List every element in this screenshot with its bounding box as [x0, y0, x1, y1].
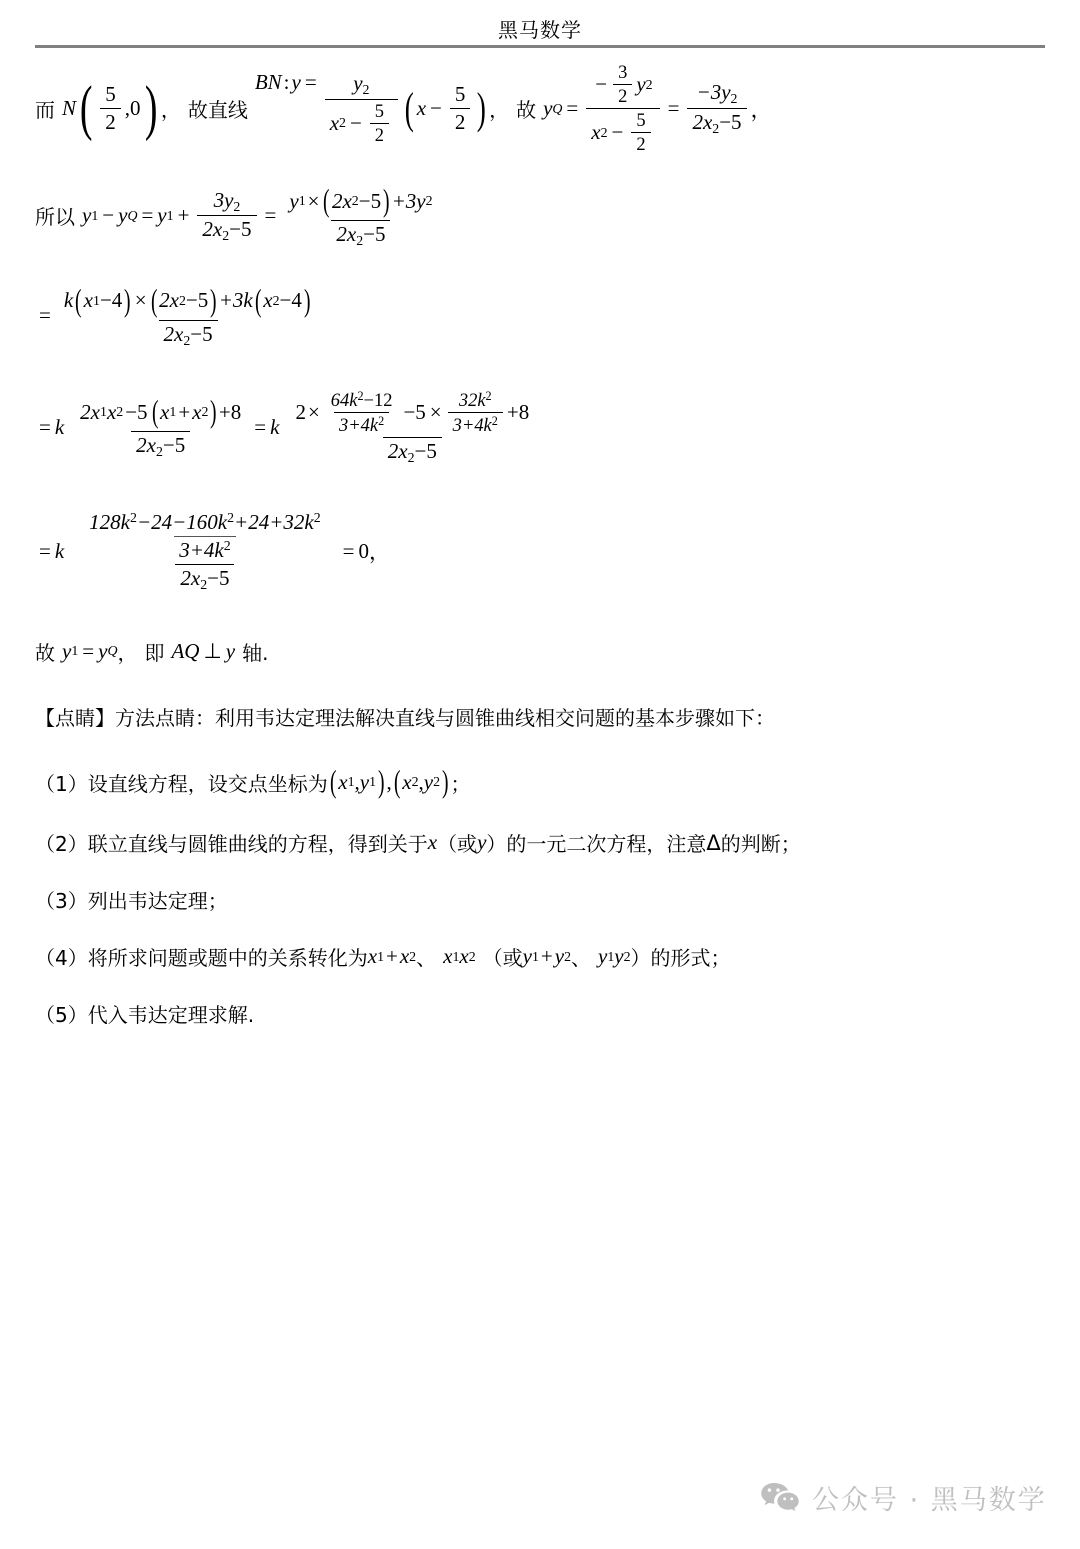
math-line-4: = k 2x 1 x 2 −5 ( x 1 + x 2 ) +8 $2x_2-5$ = k 2 × $\frac{64k^2-12}{3+4k^2}$ −5 × $\frac{32k^2}{3+4k^2}$ +8 $2x_2-5$ — [35, 389, 1050, 466]
note-step-3: （3） 列出韦达定理； — [35, 889, 228, 914]
paren-left: ( — [329, 764, 337, 800]
slope-numerator: $y_2$ — [353, 71, 370, 97]
line1-five-halves: $\frac{5}{2}$ — [450, 82, 471, 135]
line2-fraction-2: y 1 × ( 2x 2 −5 ) +3y 2 $2x_2-5$ — [289, 183, 433, 248]
math-line-5: = k $\frac{128k^2-24-160k^2+24+32k^2}{3+4k^2}$ $2x_2-5$ = 0 ， — [39, 509, 390, 592]
paren-left: ( — [404, 84, 414, 133]
line1-x-minus-group: ( x − $\frac{5}{2}$ ) — [404, 82, 487, 134]
point-n-y: 0 — [130, 96, 141, 120]
line1-lhs-y: y — [291, 70, 301, 94]
line1-lead: 而 — [35, 98, 55, 122]
line1-slope-fraction — [325, 71, 398, 146]
math-line-6: 故 y 1 = y Q ， 即 AQ ⊥ y 轴. — [35, 638, 269, 665]
line1-trail: ， — [750, 97, 772, 122]
paren-right: ) — [144, 74, 157, 142]
line5-outer-fraction: $\frac{128k^2-24-160k^2+24+32k^2}{3+4k^2}$ $2x_2-5$ — [75, 510, 334, 593]
note-bracket: 【点睛】 — [35, 705, 115, 730]
paren-left: ( — [75, 282, 82, 318]
point-n-x: $\frac{5}{2}$ — [100, 82, 121, 135]
paren-right: ) — [124, 282, 131, 318]
line4-fraction-1: 2x 1 x 2 −5 ( x 1 + x 2 ) +8 $2x_2-5$ — [80, 394, 242, 460]
paren-left: ( — [393, 764, 401, 800]
paren-left: ( — [323, 183, 330, 218]
line1-comma: ， — [160, 98, 181, 122]
line1-then: 故 — [516, 98, 537, 122]
delta-symbol: Δ — [706, 830, 721, 855]
line4-fraction-2: 2 × $\frac{64k^2-12}{3+4k^2}$ −5 × $\frac{32k^2}{3+4k^2}$ +8 $2x_2-5$ — [295, 388, 530, 465]
header-divider — [35, 45, 1045, 48]
line1-colon: : — [283, 70, 290, 94]
paren-right: ) — [442, 764, 449, 800]
note-step-5: （5） 代入韦达定理求解. — [35, 1003, 255, 1028]
yq-result-den: $2x_2-5$ — [687, 108, 746, 137]
line1-eq-2: = — [566, 96, 579, 120]
paren-right: ) — [210, 282, 217, 318]
math-line-2: 所以 y 1 − y Q = y 1 + $\frac{3y_2}{2x_2-5}$ = y 1 × ( 2x 2 −5 ) +3y 2 $2x_2-5$ — [35, 183, 1050, 249]
line5-inner-fraction: $\frac{128k^2-24-160k^2+24+32k^2}{3+4k^2}$ — [89, 509, 321, 562]
line1-eq-3: = — [667, 96, 680, 120]
paren-right: ) — [378, 764, 385, 800]
footer-label: 公众号 · 黑马数学 — [812, 1485, 1047, 1516]
step1-point-1: ( x 1 , y 1 ) — [329, 764, 385, 800]
paren-right: ) — [303, 282, 311, 318]
coord-separator: , — [124, 96, 131, 120]
note-step-1: （1） 设直线方程，设交点坐标为 ( x 1 , y 1 ) , ( x 2 , y 2 ) ； — [35, 764, 471, 800]
yq-label: y — [543, 96, 553, 120]
paren-left: ( — [79, 74, 93, 142]
line1-label-line: 故直线 — [187, 98, 248, 122]
paren-left: ( — [254, 282, 262, 318]
line3-fraction: k ( x 1 −4 ) × ( 2x 2 −5 ) +3k ( x 2 −4 ) $2x_2-5$ — [63, 282, 311, 348]
math-line-3: = k ( x 1 −4 ) × ( 2x 2 −5 ) +3k ( x 2 −4 ) $2x_2-5$ — [35, 283, 1050, 349]
slope-denominator: x 2 − $\frac{5}{2}$ — [325, 99, 398, 146]
wechat-icon — [760, 1481, 800, 1515]
point-n-label: N — [62, 96, 77, 120]
yq-numerator: − $\frac{3}{2}$ y 2 — [595, 62, 653, 106]
yq-num-inner-frac: $\frac{3}{2}$ — [613, 62, 632, 107]
yq-den-inner-frac: $\frac{5}{2}$ — [631, 110, 650, 155]
paren-left: ( — [151, 394, 159, 430]
line2-fraction-1: $\frac{3y_2}{2x_2-5}$ — [197, 188, 256, 245]
paren-right: ) — [383, 183, 390, 218]
footer-watermark — [760, 1478, 1047, 1517]
note-title-text: 方法点睛：利用韦达定理法解决直线与圆锥曲线相交问题的基本步骤如下： — [115, 705, 775, 730]
note-title-line — [35, 702, 1050, 735]
line4-inner-frac-2: $\frac{32k^2}{3+4k^2}$ — [448, 389, 503, 436]
yq-result-num: $-3y_2$ — [696, 80, 738, 106]
note-step-2: （2） 联立直线与圆锥曲线的方程，得到关于 x （或 y ）的一元二次方程，注意 Δ 的判断； — [35, 830, 801, 857]
math-line-1: 而 N ( $\frac{5}{2}$ , 0 ) ， 故直线 BN : y = $y_2$ x 2 − $\frac{5}{2}$ ( x − $\frac{5}{2}$ ) ， 故 y Q = − $\frac{3}{2}$ y 2 x 2 − $\frac{5}{2}$ = $\frac{-3y_2}{2x_2-5}$ ， — [35, 62, 772, 154]
slope-den-inner-frac: $\frac{5}{2}$ — [370, 101, 389, 146]
yq-big-fraction — [586, 62, 659, 155]
line1-eq: = — [304, 70, 317, 94]
paren-right: ) — [477, 84, 487, 133]
line-bn-name: BN — [254, 70, 282, 94]
document-content — [35, 62, 1050, 1042]
paren-right: ) — [210, 394, 217, 430]
point-n-coords — [76, 74, 161, 144]
paren-left: ( — [150, 282, 158, 318]
note-step-4: （4） 将所求问题或题中的关系转化为 x 1 + x 2 、 x 1 x 2 （或 y 1 + y 2 、 y 1 y 2 ）的形式； — [35, 944, 731, 971]
line1-comma-2: ， — [489, 98, 510, 122]
yq-result-fraction — [687, 80, 746, 137]
line2-lead: 所以 — [35, 205, 75, 230]
page-header-title: 黑马数学 — [498, 18, 582, 42]
step1-point-2: ( x 2 , y 2 ) — [393, 764, 449, 800]
line4-inner-frac-1: $\frac{64k^2-12}{3+4k^2}$ — [330, 388, 393, 435]
yq-denominator: x 2 − $\frac{5}{2}$ — [586, 108, 659, 155]
